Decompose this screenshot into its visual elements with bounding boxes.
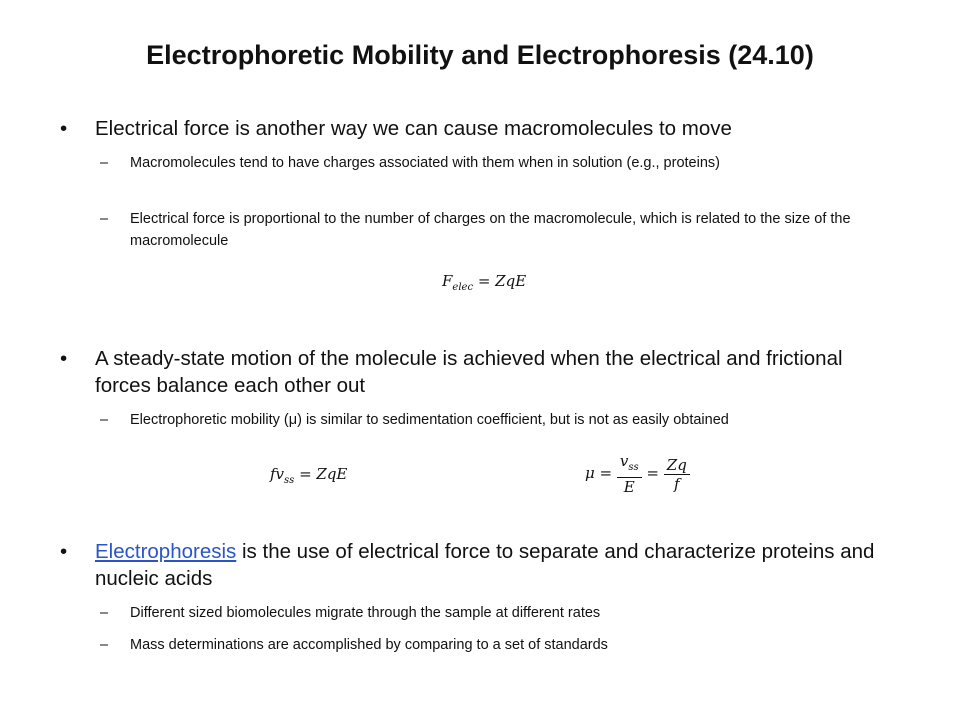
dash: –	[100, 412, 109, 428]
sub-bullet-1-1	[100, 152, 890, 174]
sub-bullet-3-2-text: Mass determinations are accomplished by comparing to a set of standards	[130, 637, 608, 653]
dash: –	[100, 155, 109, 171]
bullet-dot: •	[60, 540, 68, 563]
dash: –	[100, 605, 109, 621]
sub-bullet-2-1	[100, 409, 890, 431]
bullet-1-text: Electrical force is another way we can cause macromolecules to move	[95, 117, 732, 140]
electrophoresis-link[interactable]: Electrophoresis	[95, 540, 237, 563]
dash: –	[100, 637, 109, 653]
sub-bullet-3-1	[100, 602, 890, 624]
sub-bullet-3-1-text: Different sized biomolecules migrate through the sample at different rates	[130, 605, 601, 621]
bullet-dot: •	[60, 117, 68, 140]
fraction-vss-over-e: $\frac{v_{ss}}{E}$	[617, 452, 642, 496]
fraction-zq-over-f: $\frac{Zq}{f}$	[664, 456, 690, 493]
sub-bullet-2-1-text: Electrophoretic mobility (μ) is similar to sedimentation coefficient, but is not as easily obtained	[130, 412, 729, 428]
equation-felec: $F_{elec}$ = ZqE	[442, 272, 527, 293]
dash: –	[100, 211, 109, 227]
slide-title: Electrophoretic Mobility and Electrophoresis (24.10)	[146, 40, 814, 70]
sub-bullet-1-2-text: Electrical force is proportional to the number of charges on the macromolecule, which is related to the size of the macromolecule	[130, 211, 851, 249]
equation-mobility: μ = $\frac{v_{ss}}{E}$ = $\frac{Zq}{f}$	[585, 452, 690, 496]
bullet-dot: •	[60, 347, 68, 370]
sub-bullet-1-2	[100, 208, 890, 252]
bullet-3-text: Electrophoresis is the use of electrical force to separate and characterize proteins and nucleic acids	[95, 540, 875, 590]
sub-bullet-3-2	[100, 634, 890, 656]
equation-fvss: $fv_{ss}$ = ZqE	[270, 465, 348, 486]
bullet-2-text: A steady-state motion of the molecule is achieved when the electrical and frictional forces balance each other out	[95, 347, 843, 397]
sub-bullet-1-1-text: Macromolecules tend to have charges associated with them when in solution (e.g., proteins)	[130, 155, 720, 171]
